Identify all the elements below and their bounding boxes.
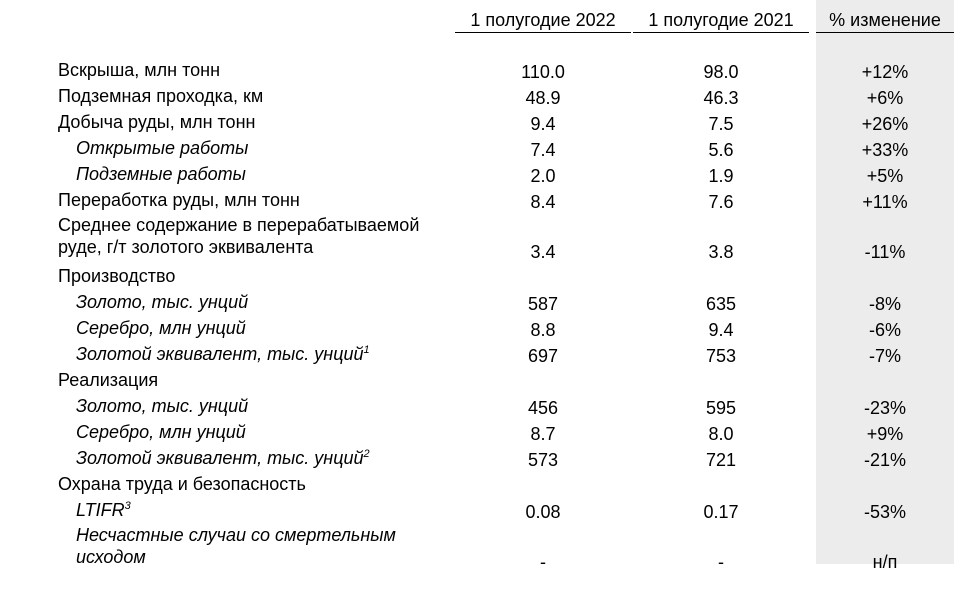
value-text: -8% <box>868 294 901 314</box>
row-label <box>58 58 458 84</box>
value-text: 595 <box>705 398 737 418</box>
value-2022 <box>455 394 631 420</box>
value-2021 <box>633 524 809 574</box>
row-label-text: Подземная проходка, км <box>58 86 264 106</box>
value-2021 <box>633 214 809 264</box>
table-row <box>0 342 974 368</box>
value-text: +26% <box>861 114 909 134</box>
row-label <box>58 188 458 214</box>
value-2021 <box>633 162 809 188</box>
row-label-text: Серебро, млн унций <box>76 422 246 442</box>
value-text: +33% <box>861 140 909 160</box>
row-label-text: Подземные работы <box>76 164 246 184</box>
value-2022 <box>455 446 631 472</box>
value-2022 <box>455 316 631 342</box>
table-row <box>0 58 974 84</box>
value-2022 <box>455 188 631 214</box>
header-change-percent: % изменение <box>816 0 954 33</box>
row-label <box>76 316 476 342</box>
row-label-text: Вскрыша, млн тонн <box>58 60 221 80</box>
value-2022 <box>455 472 631 498</box>
row-label <box>76 420 476 446</box>
header-h1-2022: 1 полугодие 2022 <box>455 0 631 33</box>
value-2021 <box>633 110 809 136</box>
value-2022 <box>455 264 631 290</box>
table-row <box>0 472 974 498</box>
value-2022 <box>455 524 631 574</box>
value-text: 573 <box>527 450 559 470</box>
value-text: 98.0 <box>703 62 739 82</box>
row-label-line: Несчастные случаи со смертельным <box>76 525 396 545</box>
value-2021 <box>633 188 809 214</box>
value-text: 3.8 <box>708 242 734 262</box>
row-label-line: руде, г/т золотого эквивалента <box>58 237 314 257</box>
value-2022 <box>455 136 631 162</box>
value-change <box>816 162 954 188</box>
row-label-text: LTIFR <box>76 500 125 520</box>
row-label <box>76 446 476 472</box>
table-row <box>0 162 974 188</box>
value-2021 <box>633 498 809 524</box>
table-row <box>0 316 974 342</box>
value-text: 8.0 <box>708 424 734 444</box>
value-change <box>816 342 954 368</box>
value-change <box>816 264 954 290</box>
value-change <box>816 472 954 498</box>
value-2022 <box>455 58 631 84</box>
value-text: -6% <box>868 320 901 340</box>
table-row <box>0 214 974 264</box>
value-2021 <box>633 264 809 290</box>
row-label-text: Золото, тыс. унций <box>76 396 249 416</box>
value-2021 <box>633 136 809 162</box>
value-2021 <box>633 316 809 342</box>
row-label-text: Добыча руды, млн тонн <box>58 112 256 132</box>
value-text: н/п <box>872 552 898 572</box>
row-label <box>58 472 458 498</box>
value-change <box>816 136 954 162</box>
value-text: 697 <box>527 346 559 366</box>
value-2022 <box>455 368 631 394</box>
footnote-marker: 1 <box>363 344 370 356</box>
row-label-text: Золото, тыс. унций <box>76 292 249 312</box>
value-text: - <box>540 552 546 572</box>
value-text: 9.4 <box>708 320 734 340</box>
value-2022 <box>455 84 631 110</box>
value-text: +11% <box>862 192 908 212</box>
value-change <box>816 110 954 136</box>
value-text: -53% <box>863 502 907 522</box>
operating-results-table <box>0 58 974 574</box>
value-2021 <box>633 342 809 368</box>
value-2022 <box>455 290 631 316</box>
table-row <box>0 188 974 214</box>
row-label <box>76 498 476 524</box>
row-label-line: исходом <box>76 547 146 567</box>
row-label-line: Среднее содержание в перерабатываемой <box>58 215 420 235</box>
value-text: 7.4 <box>530 140 556 160</box>
value-2022 <box>455 498 631 524</box>
row-label-text: Золотой эквивалент, тыс. унций <box>76 344 364 364</box>
value-text: -23% <box>863 398 907 418</box>
row-label <box>76 524 476 574</box>
row-label-text: Золотой эквивалент, тыс. унций <box>76 448 364 468</box>
value-change <box>816 524 954 574</box>
value-text: 8.8 <box>530 320 556 340</box>
value-text: -11% <box>864 242 906 262</box>
value-2021 <box>633 420 809 446</box>
value-text: 587 <box>527 294 559 314</box>
value-text: 8.7 <box>530 424 556 444</box>
value-text: 46.3 <box>703 88 739 108</box>
value-change <box>816 446 954 472</box>
row-label-text: Охрана труда и безопасность <box>58 474 306 494</box>
row-label-text: Открытые работы <box>76 138 249 158</box>
table-row <box>0 524 974 574</box>
table-row <box>0 446 974 472</box>
value-text: 7.5 <box>708 114 734 134</box>
value-text: 721 <box>705 450 737 470</box>
value-text: 635 <box>705 294 737 314</box>
value-text: +5% <box>866 166 904 186</box>
value-change <box>816 214 954 264</box>
footnote-marker: 2 <box>363 448 370 460</box>
row-label <box>76 162 476 188</box>
row-label <box>58 84 458 110</box>
row-label <box>58 214 458 264</box>
value-text: 7.6 <box>708 192 734 212</box>
value-2021 <box>633 394 809 420</box>
value-text: 0.08 <box>525 502 561 522</box>
row-label-text: Серебро, млн унций <box>76 318 246 338</box>
value-2022 <box>455 162 631 188</box>
header-h1-2021: 1 полугодие 2021 <box>633 0 809 33</box>
table-row <box>0 110 974 136</box>
value-text: +6% <box>866 88 904 108</box>
value-text: 1.9 <box>708 166 734 186</box>
value-change <box>816 394 954 420</box>
value-text: +9% <box>866 424 904 444</box>
value-2022 <box>455 110 631 136</box>
value-2022 <box>455 420 631 446</box>
value-2021 <box>633 446 809 472</box>
row-label <box>76 136 476 162</box>
value-change <box>816 368 954 394</box>
table-row <box>0 84 974 110</box>
value-text: +12% <box>861 62 909 82</box>
value-2021 <box>633 84 809 110</box>
value-text: 48.9 <box>525 88 561 108</box>
value-text: 2.0 <box>530 166 556 186</box>
value-2021 <box>633 472 809 498</box>
value-text: 456 <box>527 398 559 418</box>
table-row <box>0 498 974 524</box>
value-text: -7% <box>868 346 901 366</box>
footnote-marker: 3 <box>124 500 131 512</box>
row-label <box>58 368 458 394</box>
value-text: 5.6 <box>708 140 734 160</box>
table-row <box>0 420 974 446</box>
row-label-text: Реализация <box>58 370 159 390</box>
value-2022 <box>455 214 631 264</box>
table-row <box>0 394 974 420</box>
value-2021 <box>633 290 809 316</box>
table-row <box>0 368 974 394</box>
row-label <box>76 342 476 368</box>
row-label-text: Переработка руды, млн тонн <box>58 190 300 210</box>
value-text: 110.0 <box>521 62 565 82</box>
row-label-text: Производство <box>58 266 176 286</box>
value-text: - <box>718 552 724 572</box>
value-change <box>816 188 954 214</box>
row-label <box>76 394 476 420</box>
row-label <box>58 264 458 290</box>
value-change <box>816 316 954 342</box>
value-2021 <box>633 368 809 394</box>
row-label <box>76 290 476 316</box>
value-2021 <box>633 58 809 84</box>
value-text: 0.17 <box>703 502 739 522</box>
table-row <box>0 264 974 290</box>
value-text: 3.4 <box>530 242 556 262</box>
value-change <box>816 84 954 110</box>
value-2022 <box>455 342 631 368</box>
value-text: 753 <box>705 346 737 366</box>
value-text: 8.4 <box>530 192 556 212</box>
value-change <box>816 58 954 84</box>
row-label <box>58 110 458 136</box>
value-change <box>816 290 954 316</box>
table-row <box>0 290 974 316</box>
value-text: -21% <box>863 450 907 470</box>
value-change <box>816 498 954 524</box>
value-text: 9.4 <box>530 114 556 134</box>
table-row <box>0 136 974 162</box>
value-change <box>816 420 954 446</box>
